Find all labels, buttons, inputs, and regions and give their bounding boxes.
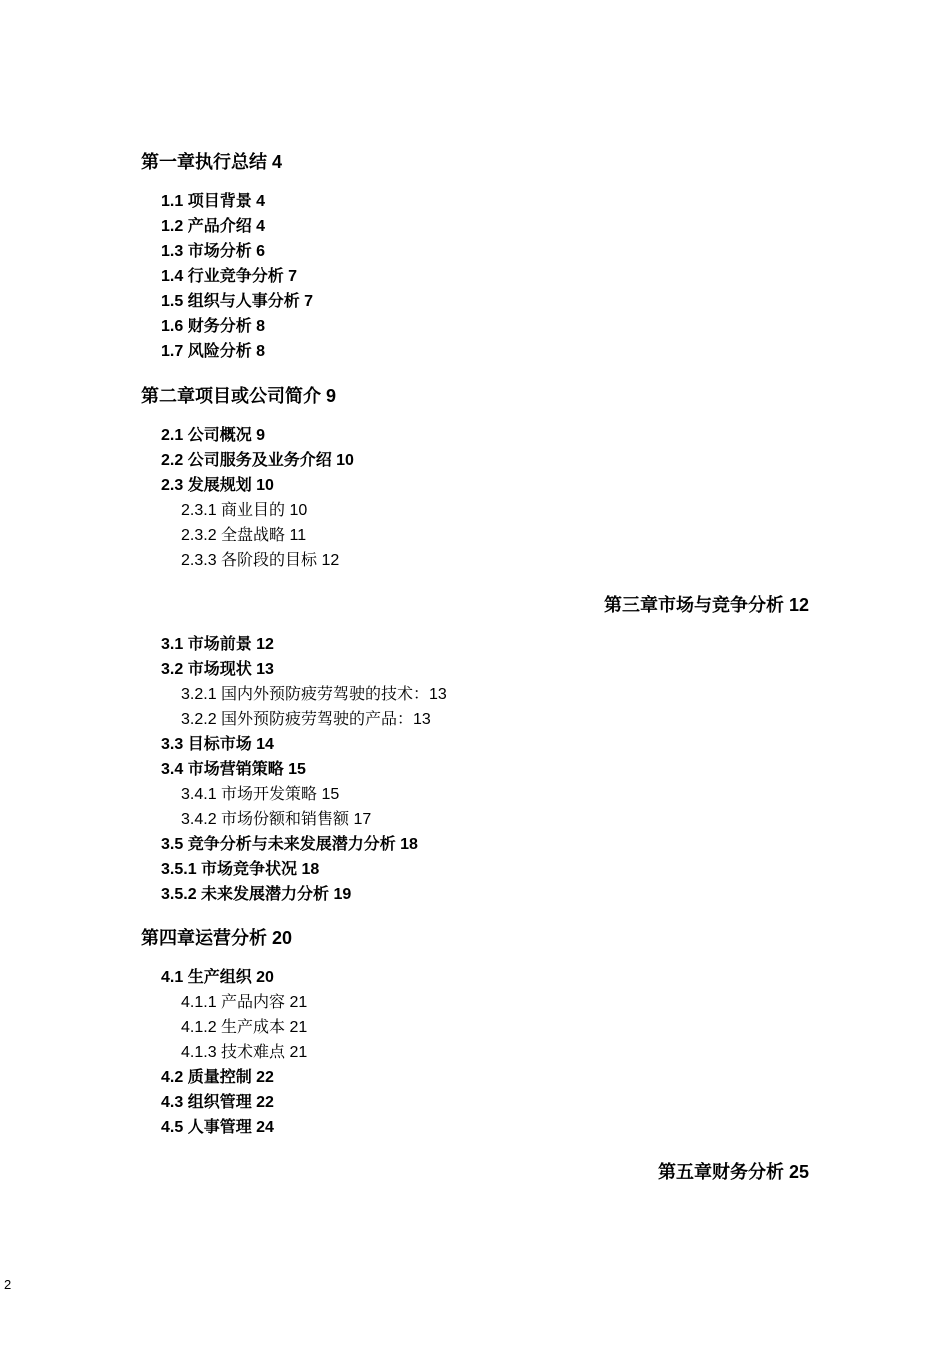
toc-entry-3-1[interactable]: 3.1 市场前景 12 <box>161 636 274 653</box>
chapter-1-title[interactable]: 第一章执行总结 4 <box>141 152 283 172</box>
chapter-4-title[interactable]: 第四章运营分析 20 <box>141 928 293 948</box>
toc-entry-1-7[interactable]: 1.7 风险分析 8 <box>161 343 266 360</box>
toc-entry-4-1-1[interactable]: 4.1.1 产品内容 21 <box>181 994 308 1011</box>
toc-entry-3-5-2[interactable]: 3.5.2 未来发展潜力分析 19 <box>161 886 352 903</box>
page-number: 2 <box>4 1277 12 1292</box>
toc-entry-2-3-1[interactable]: 2.3.1 商业目的 10 <box>181 502 308 519</box>
toc-entry-3-4-2[interactable]: 3.4.2 市场份额和销售额 17 <box>181 811 372 828</box>
toc-entry-2-3-3[interactable]: 2.3.3 各阶段的目标 12 <box>181 552 340 569</box>
toc-entry-3-5-1[interactable]: 3.5.1 市场竞争状况 18 <box>161 861 320 878</box>
toc-entry-1-2[interactable]: 1.2 产品介绍 4 <box>161 218 266 235</box>
toc-entry-3-4-1[interactable]: 3.4.1 市场开发策略 15 <box>181 786 340 803</box>
toc-entry-3-2-1[interactable]: 3.2.1 国内外预防疲劳驾驶的技术：13 <box>181 686 447 703</box>
toc-entry-3-5[interactable]: 3.5 竞争分析与未来发展潜力分析 18 <box>161 836 418 853</box>
toc-entry-3-2-2[interactable]: 3.2.2 国外预防疲劳驾驶的产品：13 <box>181 711 431 728</box>
toc-entry-3-3[interactable]: 3.3 目标市场 14 <box>161 736 274 753</box>
chapter-5-title[interactable]: 第五章财务分析 25 <box>657 1162 809 1182</box>
toc-entry-3-2[interactable]: 3.2 市场现状 13 <box>161 661 274 678</box>
toc-entry-4-3[interactable]: 4.3 组织管理 22 <box>161 1094 274 1111</box>
toc-entry-4-5[interactable]: 4.5 人事管理 24 <box>161 1119 274 1136</box>
toc-entry-1-5[interactable]: 1.5 组织与人事分析 7 <box>161 293 314 310</box>
toc-entry-2-2[interactable]: 2.2 公司服务及业务介绍 10 <box>161 452 354 469</box>
toc-entry-4-1[interactable]: 4.1 生产组织 20 <box>161 969 274 986</box>
toc-entry-2-1[interactable]: 2.1 公司概况 9 <box>161 427 266 444</box>
toc-entry-2-3[interactable]: 2.3 发展规划 10 <box>161 477 274 494</box>
toc-entry-3-4[interactable]: 3.4 市场营销策略 15 <box>161 761 306 778</box>
chapter-2-title[interactable]: 第二章项目或公司简介 9 <box>141 386 337 406</box>
toc-entry-4-1-2[interactable]: 4.1.2 生产成本 21 <box>181 1019 308 1036</box>
toc-entry-1-3[interactable]: 1.3 市场分析 6 <box>161 243 266 260</box>
toc-entry-4-2[interactable]: 4.2 质量控制 22 <box>161 1069 274 1086</box>
toc-entry-4-1-3[interactable]: 4.1.3 技术难点 21 <box>181 1044 308 1061</box>
toc-entry-1-4[interactable]: 1.4 行业竞争分析 7 <box>161 268 298 285</box>
toc-entry-1-6[interactable]: 1.6 财务分析 8 <box>161 318 266 335</box>
chapter-3-title[interactable]: 第三章市场与竞争分析 12 <box>603 595 809 615</box>
toc-entry-1-1[interactable]: 1.1 项目背景 4 <box>161 193 266 210</box>
toc-entry-2-3-2[interactable]: 2.3.2 全盘战略 11 <box>181 527 307 544</box>
